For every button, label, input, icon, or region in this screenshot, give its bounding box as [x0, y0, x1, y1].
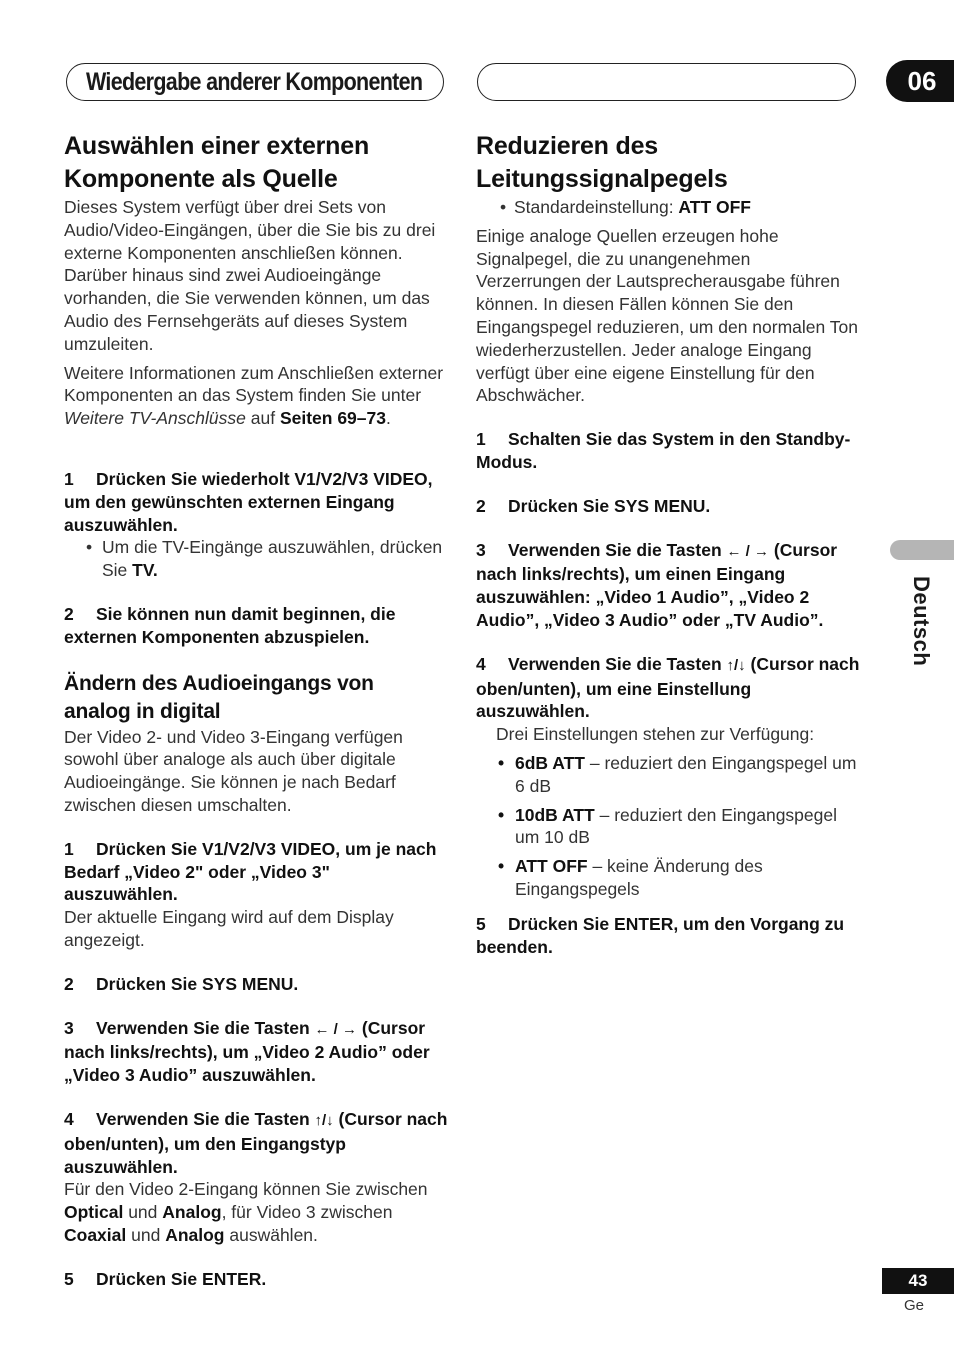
left-right-arrows-icon: ← / →	[726, 542, 770, 560]
default-value: ATT OFF	[678, 197, 751, 217]
step-number: 5	[64, 1268, 74, 1289]
step-note: Drei Einstellungen stehen zur Verfügung:	[496, 724, 815, 745]
bullet-dot: •	[498, 856, 505, 877]
title-line: Reduzieren des	[476, 132, 658, 160]
step-number: 1	[476, 429, 486, 450]
option-desc: – keine Änderung des Eingangspegels	[515, 856, 763, 899]
step-item	[64, 1268, 448, 1291]
section-title-select-source	[64, 130, 448, 196]
step-text: Drücken Sie SYS MENU.	[96, 973, 299, 994]
page-language-code: Ge	[904, 1297, 925, 1314]
bullet-dot: •	[498, 804, 505, 825]
step-number: 4	[476, 653, 486, 674]
info-text: Weitere Informationen zum Anschließen externer Komponenten an das System finden Sie unter	[64, 362, 444, 406]
bullet-item	[64, 536, 448, 582]
step-text: Sie können nun damit beginnen, die externen Komponenten abzuspielen.	[64, 603, 396, 647]
step-text: Drücken Sie SYS MENU.	[508, 495, 711, 516]
step-item	[476, 913, 860, 959]
bullet-dot: •	[498, 752, 505, 773]
step-text: (Cursor nach oben/unten), um eine Einstellung auszuwählen.	[476, 653, 860, 722]
step-text: Verwenden Sie die Tasten	[96, 1108, 315, 1129]
step-number: 2	[476, 495, 486, 516]
title-line: Komponente als Quelle	[64, 165, 338, 193]
intro-paragraph: Dieses System verfügt über drei Sets von Audio/Video-Eingängen, über die Sie bis zu drei externe Komponenten anschließen können. Darüber hinaus sind zwei Audioeingänge vorhanden, die Sie verwenden können, um das Audio des Fernsehgeräts auf dieses System umzuleiten.	[64, 197, 436, 354]
option-analog: Analog	[165, 1224, 225, 1245]
step-number: 3	[64, 1017, 74, 1038]
page-number: 43	[882, 1268, 954, 1294]
step-number: 3	[476, 539, 486, 560]
left-right-arrows-icon: ← / →	[314, 1020, 358, 1038]
step-text: (Cursor nach links/rechts), um „Video 2 Audio” oder „Video 3 Audio” auszuwählen.	[64, 1017, 430, 1086]
step-number: 1	[64, 468, 74, 489]
left-column	[64, 130, 448, 1290]
step-text: Drücken Sie V1/V2/V3 VIDEO, um je nach Bedarf „Video 2" oder „Video 3" auszuwählen.	[64, 838, 437, 905]
section-header-title: Wiedergabe anderer Komponenten	[86, 68, 423, 96]
option-name: 10dB ATT	[515, 804, 595, 825]
step-text: (Cursor nach links/rechts), um einen Eingang auszuwählen: „Video 1 Audio”, „Video 2 Audio”, „Video 3 Audio” oder „TV Audio”.	[476, 539, 838, 630]
step-item	[64, 603, 448, 649]
option-analog: Analog	[162, 1202, 222, 1223]
note-text: und	[126, 1224, 166, 1245]
step-text: Verwenden Sie die Tasten	[508, 653, 727, 674]
step-note: Der aktuelle Eingang wird auf dem Display angezeigt.	[64, 907, 394, 950]
right-column	[476, 130, 860, 958]
default-setting	[476, 196, 860, 219]
option-desc: – reduziert den Eingangspegel um 6 dB	[515, 752, 857, 796]
option-name: 6dB ATT	[515, 752, 585, 773]
step-text: (Cursor nach oben/unten), um den Eingangstyp auszuwählen.	[64, 1108, 448, 1177]
bullet-dot: •	[500, 197, 507, 217]
subtitle-line: Ändern des Audioeingangs von	[64, 671, 374, 695]
info-reference: Weitere TV-Anschlüsse	[64, 408, 246, 429]
language-label: Deutsch	[909, 576, 934, 667]
chapter-badge: 06	[886, 60, 954, 102]
step-item	[64, 973, 448, 996]
step-item	[476, 539, 860, 632]
step-number: 2	[64, 973, 74, 994]
note-text: und	[123, 1202, 163, 1223]
note-text: auswählen.	[224, 1224, 318, 1245]
option-item	[476, 804, 860, 850]
step-item	[476, 495, 860, 518]
note-text: , für Video 3 zwischen	[221, 1202, 393, 1223]
option-desc: – reduziert den Eingangspegel um 10 dB	[515, 804, 837, 848]
info-text: .	[385, 408, 391, 429]
up-down-arrows-icon: ↑/↓	[314, 1111, 334, 1129]
option-name: ATT OFF	[515, 856, 588, 877]
step-item	[64, 1017, 448, 1087]
title-line: Auswählen einer externen	[64, 132, 370, 160]
bullet-dot: •	[86, 537, 93, 558]
bullet-key: TV.	[132, 560, 158, 581]
up-down-arrows-icon: ↑/↓	[726, 656, 746, 674]
info-paragraph	[64, 362, 448, 430]
step-text: Drücken Sie ENTER.	[96, 1268, 267, 1289]
step-text: Drücken Sie wiederholt V1/V2/V3 VIDEO, um den gewünschten externen Eingang auszuwählen.	[64, 468, 433, 535]
header-frame-right	[477, 63, 856, 101]
step-number: 1	[64, 838, 74, 859]
step-number: 5	[476, 913, 486, 934]
subsection-title	[64, 670, 448, 726]
step-text: Verwenden Sie die Tasten	[96, 1017, 315, 1038]
step-note	[64, 1178, 448, 1246]
subsection-intro: Der Video 2- und Video 3-Eingang verfügen sowohl über analoge als auch über digitale Audioeingänge. Sie können je nach Bedarf zwischen diesen umschalten.	[64, 726, 403, 815]
subtitle-line: analog in digital	[64, 699, 221, 723]
bullet-text: Um die TV-Eingänge auszuwählen, drücken Sie	[102, 537, 443, 581]
step-item	[476, 653, 860, 723]
intro-paragraph: Einige analoge Quellen erzeugen hohe Signalpegel, die zu unangenehmen Verzerrungen der Lautsprecherausgabe führen können. In diesen Fällen können Sie den Eingangspegel reduzieren, um den normalen Ton wiederherzustellen. Jeder analoge Eingang verfügt über eine eigene Einstellung für den Abschwächer.	[476, 225, 859, 406]
option-optical: Optical	[64, 1202, 124, 1223]
step-text: Schalten Sie das System in den Standby-Modus.	[476, 429, 851, 472]
step-item	[64, 838, 448, 906]
step-text: Drücken Sie ENTER, um den Vorgang zu beenden.	[476, 913, 845, 957]
info-pages: Seiten 69–73	[279, 408, 386, 429]
option-item	[476, 855, 860, 901]
step-number: 2	[64, 603, 74, 624]
option-coaxial: Coaxial	[64, 1224, 127, 1245]
default-label: Standardeinstellung:	[514, 197, 679, 217]
language-tab	[890, 540, 954, 560]
step-item	[476, 428, 860, 474]
note-text: Für den Video 2-Eingang können Sie zwischen	[64, 1179, 428, 1200]
title-line: Leitungssignalpegels	[476, 165, 728, 193]
section-title-reduce-level	[476, 130, 860, 196]
option-item	[476, 752, 860, 798]
info-text: auf	[245, 408, 280, 429]
step-number: 4	[64, 1108, 74, 1129]
step-text: Verwenden Sie die Tasten	[508, 539, 727, 560]
step-item	[64, 468, 448, 536]
step-item	[64, 1108, 448, 1178]
